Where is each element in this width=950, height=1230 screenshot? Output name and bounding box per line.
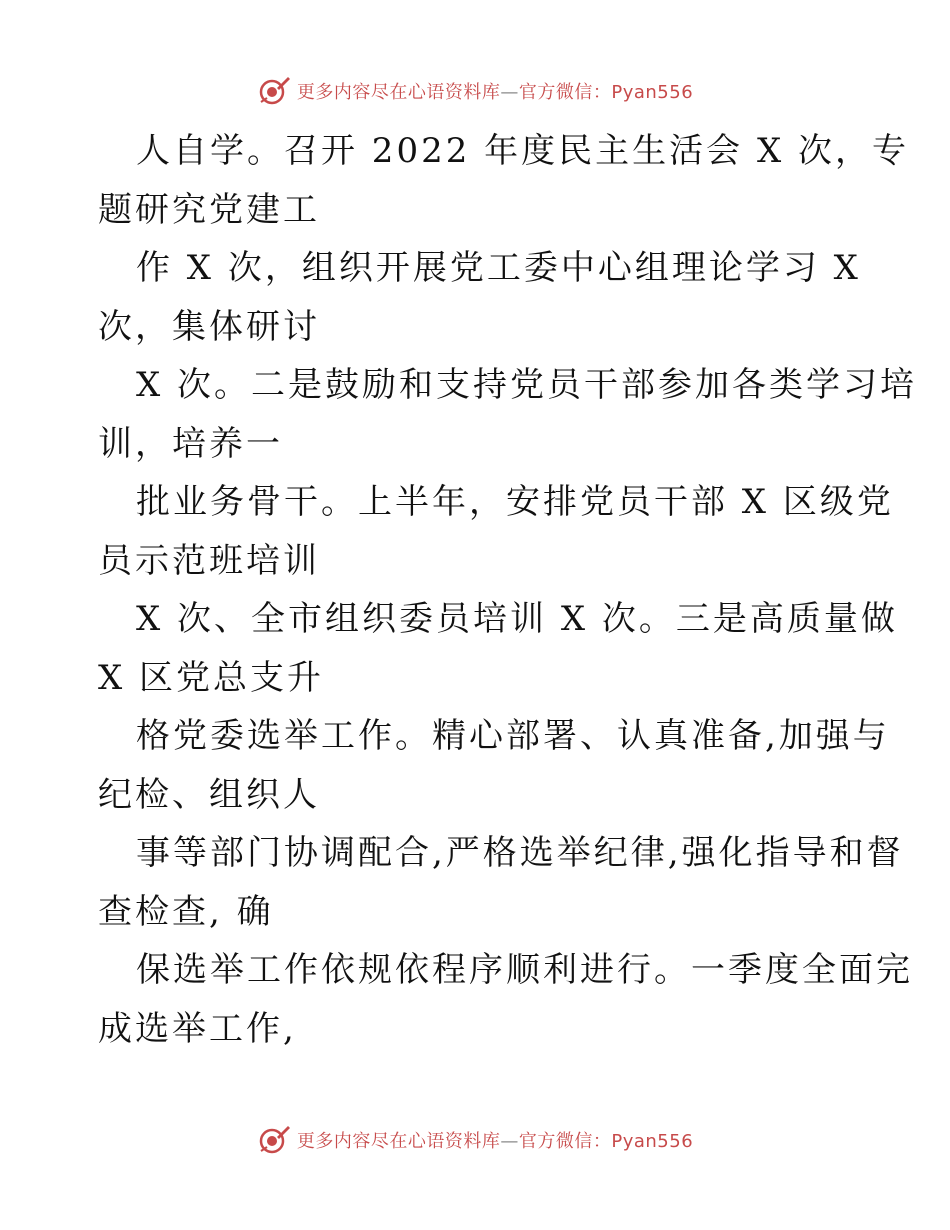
banner-site-text: 更多内容尽在心语资料库	[296, 82, 501, 103]
banner-wechat-id: Pyan556	[611, 82, 694, 103]
footer-banner	[0, 1120, 950, 1160]
body-line: 训，培养一	[98, 423, 283, 464]
body-line: 批业务骨干。上半年，安排党员干部 X 区级党	[136, 482, 894, 522]
body-line: 成选举工作,	[98, 1008, 297, 1049]
banner-separator: —	[500, 82, 519, 103]
pen-logo-icon	[257, 1123, 291, 1157]
banner-text	[297, 78, 693, 104]
banner-wechat-label: 官方微信：	[518, 82, 612, 103]
banner-wechat-id: Pyan556	[611, 1131, 694, 1152]
banner-wechat-label: 官方微信：	[518, 1131, 612, 1152]
body-line: X 次、全市组织委员培训 X 次。三是高质量做	[136, 599, 898, 639]
body-line: 题研究党建工	[98, 189, 320, 230]
banner-site-text: 更多内容尽在心语资料库	[296, 1131, 501, 1152]
body-line: X 区党总支升	[98, 657, 325, 698]
body-line: 作 X 次，组织开展党工委中心组理论学习 X	[136, 248, 861, 288]
banner-text	[297, 1127, 693, 1153]
body-line: 查检查, 确	[98, 891, 274, 932]
body-line: 次，集体研讨	[98, 306, 320, 347]
body-line: 员示范班培训	[98, 540, 320, 581]
body-line: 人自学。召开 2022 年度民主生活会 X 次，专	[136, 131, 909, 171]
body-line: 事等部门协调配合,严格选举纪律,强化指导和督	[136, 833, 904, 873]
body-line: 纪检、组织人	[98, 774, 320, 815]
body-line: 格党委选举工作。精心部署、认真准备,加强与	[136, 716, 890, 756]
banner-separator: —	[500, 1131, 519, 1152]
document-body	[98, 122, 918, 1058]
header-banner	[0, 71, 950, 111]
body-line: 保选举工作依规依程序顺利进行。一季度全面完	[136, 950, 913, 990]
pen-logo-icon	[257, 74, 291, 108]
body-line: X 次。二是鼓励和支持党员干部参加各类学习培	[136, 365, 918, 405]
